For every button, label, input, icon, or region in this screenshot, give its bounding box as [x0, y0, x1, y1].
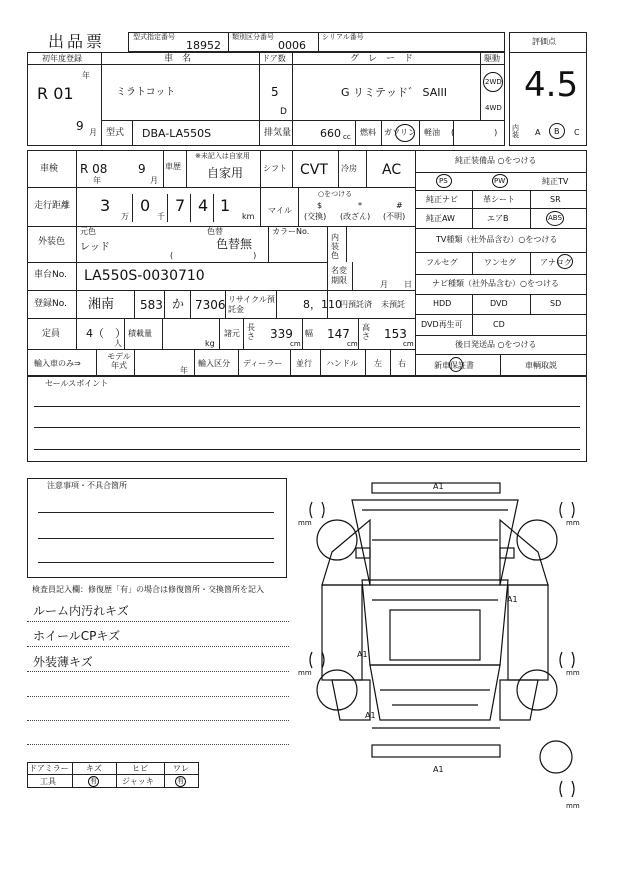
- equip-ps: PS: [439, 177, 448, 185]
- displacement-label: 排気量: [264, 128, 292, 138]
- model-label: 型式: [106, 128, 125, 138]
- damage-a1-rear: A1: [433, 765, 444, 774]
- equip-aw: 純正AW: [426, 214, 455, 223]
- doc-warranty: 新車保証書: [434, 361, 474, 370]
- color-change-value: 色替無: [216, 237, 253, 251]
- fuel-label: 燃料: [360, 128, 376, 137]
- shaken-month: 9: [138, 162, 146, 176]
- drive-2wd: 2WD: [485, 78, 502, 86]
- car-name-value: ミラトコット: [116, 87, 176, 98]
- chassis-value: LA550S-0030710: [84, 268, 205, 284]
- fuel-gasoline: ガソリン: [384, 128, 416, 137]
- mileage-label: 走行距離: [34, 201, 71, 211]
- history-value: 自家用: [207, 166, 244, 180]
- color-no-label: カラーNo.: [272, 227, 310, 236]
- shaken-era: R 08: [80, 162, 108, 176]
- equip-abs: ABS: [548, 214, 562, 222]
- doors-value: 5: [271, 85, 279, 99]
- mileage-d3: 7: [175, 196, 186, 215]
- displacement-value: 660: [320, 127, 341, 140]
- equip-airbag: エアB: [487, 214, 509, 223]
- handle-label: ハンドル: [326, 359, 358, 368]
- mileage-d4: 4: [198, 196, 209, 215]
- score-value: 4.5: [524, 65, 579, 105]
- damage-a1-rear-left: A1: [365, 711, 376, 720]
- inspector-label: 検査員記入欄：修復歴「有」の場合は修復箇所・交換箇所を記入: [32, 585, 264, 594]
- door-type: D: [280, 107, 287, 117]
- tv-analog: アナログ: [540, 258, 572, 267]
- mile-label: マイル: [268, 206, 292, 215]
- equip-navi: 純正ナビ: [426, 195, 458, 204]
- equipment-title: 純正装備品 ○をつける: [455, 156, 537, 165]
- import-dealer: ディーラー: [243, 359, 283, 368]
- type-no-value: 18952: [186, 39, 221, 52]
- capacity-label: 定員: [42, 329, 61, 339]
- dims-label: 諸元: [224, 329, 240, 338]
- doc-manual: 車輌取説: [525, 361, 557, 370]
- navi-dvd-player: DVD再生可: [421, 320, 463, 329]
- handle-right: 右: [398, 359, 406, 368]
- score-label: 評価点: [532, 37, 556, 46]
- class-no-value: 0006: [278, 39, 306, 52]
- shift-value: CVT: [300, 162, 328, 178]
- ac-label: 冷房: [341, 164, 357, 173]
- fuel-diesel: 軽油: [424, 128, 440, 137]
- form-title: 出品票: [48, 32, 106, 51]
- grade-value: G リミテッド゛ SAIII: [341, 86, 447, 99]
- equip-leather: 革シート: [483, 195, 515, 204]
- reg-number: 7306: [195, 298, 226, 312]
- tv-fullseg: フルセグ: [426, 258, 458, 267]
- tv-type-title: TV種類（社外品含む）○をつける: [436, 235, 558, 244]
- damage-a1-front: A1: [433, 482, 444, 491]
- import-parallel: 並行: [296, 359, 312, 368]
- handle-left: 左: [374, 359, 382, 368]
- load-label: 積載量: [128, 329, 152, 338]
- car-name-label: 車 名: [164, 54, 192, 64]
- shaken-label: 車検: [40, 164, 59, 174]
- navi-sd: SD: [550, 299, 562, 308]
- equip-sr: SR: [550, 195, 561, 204]
- mileage-exchange: (交換): [304, 212, 327, 221]
- interior-label: 内装: [512, 124, 519, 139]
- equip-tv: 純正TV: [542, 177, 569, 186]
- reg-area: 湘南: [88, 297, 115, 312]
- mileage-tamper: (改ざん): [340, 212, 371, 221]
- notes-box: [27, 478, 287, 578]
- recycle-value: 8，110: [303, 298, 342, 311]
- drive-4wd: 4WD: [485, 104, 502, 112]
- drive-label: 駆動: [484, 54, 500, 63]
- first-reg-label: 初年度登録: [42, 54, 82, 63]
- mm-label: mm: [298, 519, 312, 527]
- model-value: DBA-LA550S: [142, 127, 212, 140]
- length-value: 339: [270, 327, 293, 341]
- fuel-gasoline-circle: [395, 124, 415, 142]
- ac-value: AC: [382, 162, 402, 178]
- orig-color-value: レッド: [80, 242, 110, 253]
- chassis-label: 車台No.: [34, 270, 67, 280]
- registration-label: 登録No.: [34, 299, 67, 309]
- name-change-label: 名変期限: [331, 266, 347, 285]
- equip-pw: PW: [494, 177, 506, 185]
- import-type-label: 輸入区分: [198, 359, 230, 368]
- note-item-1: ルーム内汚れキズ: [33, 604, 129, 618]
- model-year-label: モデル年式: [107, 352, 131, 370]
- navi-type-title: ナビ種類（社外品含む）○をつける: [432, 279, 559, 288]
- grade-label: グ レ ー ド: [350, 54, 414, 64]
- height-label: 高さ: [362, 323, 370, 341]
- notes-label: 注意事項・不具合箇所: [47, 481, 127, 490]
- reg-class: 583: [140, 298, 163, 312]
- import-label: 輸入車のみ⇒: [34, 359, 81, 368]
- width-value: 147: [327, 327, 350, 341]
- mileage-unknown: (不明): [383, 212, 406, 221]
- not-deposited: 未預託: [381, 300, 405, 309]
- history-label: 車歴: [165, 162, 181, 171]
- note-item-3: 外装薄キズ: [33, 655, 93, 669]
- reg-kana: か: [172, 297, 185, 311]
- damage-a1-right: A1: [507, 595, 518, 604]
- length-label: 長さ: [247, 323, 255, 341]
- first-reg-era: R 01: [37, 84, 74, 103]
- navi-cd: CD: [493, 320, 505, 329]
- mileage-d2: 0: [140, 196, 151, 215]
- capacity-value: 4（ ）: [86, 327, 126, 340]
- note-item-2: ホイールCPキズ: [33, 629, 121, 643]
- header-id-box: [128, 32, 505, 52]
- navi-hdd: HDD: [433, 299, 452, 308]
- serial-label: シリアル番号: [322, 33, 364, 41]
- mileage-d1: 3: [100, 196, 111, 215]
- height-value: 153: [384, 327, 407, 341]
- shift-label: シフト: [263, 164, 287, 173]
- interior-color-label: 内装色: [331, 233, 339, 261]
- first-reg-month: 9: [76, 119, 84, 133]
- class-no-label: 類別区分番号: [232, 33, 274, 41]
- doors-label: ドア数: [262, 54, 286, 63]
- mileage-d5: 1: [220, 196, 231, 215]
- recycle-label: リサイクル預託金: [228, 295, 275, 314]
- sales-point-label: セールスポイント: [45, 379, 109, 388]
- navi-dvd: DVD: [490, 299, 508, 308]
- damage-a1-left: A1: [357, 650, 368, 659]
- docs-title: 後日発送品 ○をつける: [455, 340, 537, 349]
- type-no-label: 型式指定番号: [133, 33, 175, 41]
- width-label: 幅: [305, 329, 313, 338]
- tv-oneseg: ワンセグ: [484, 258, 516, 267]
- color-label: 外装色: [38, 237, 66, 247]
